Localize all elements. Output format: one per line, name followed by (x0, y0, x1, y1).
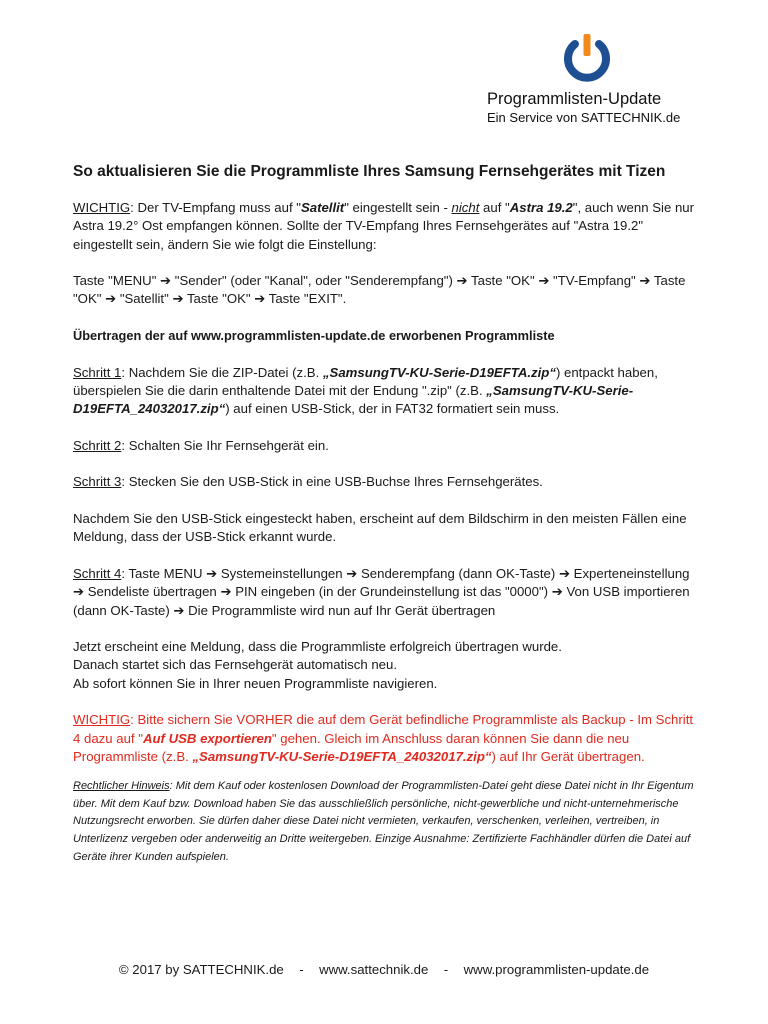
step-text: : Schalten Sie Ihr Fernsehgerät ein. (121, 437, 329, 453)
menu-step: Taste "OK" (73, 273, 686, 307)
step-text: Systemeinstellungen (220, 565, 343, 581)
arrow-icon: ➔ (73, 584, 85, 600)
warning-text: " eingestellt sein - (344, 200, 452, 215)
menu-step: "TV-Empfang" (553, 273, 636, 289)
step-text: : Nachdem Sie die ZIP-Datei (z.B. (121, 364, 323, 380)
file-name: „SamsungTV-KU-Serie-D19EFTA.zip“ (322, 364, 556, 380)
step-text: : Stecken Sie den USB-Stick in eine USB-Buchse Ihres Fernsehgerätes. (121, 474, 543, 490)
step-label: Schritt 3 (73, 474, 122, 490)
warning-text: ) auf Ihr Gerät übertragen. (491, 748, 645, 764)
step-text: Die Programmliste wird nun auf Ihr Gerät übertragen (188, 602, 496, 618)
warning-emphasis: Auf USB exportieren (142, 730, 272, 746)
menu-path-paragraph (73, 272, 703, 309)
result-line-2: Danach startet sich das Fernsehgerät automatisch neu. (73, 657, 398, 673)
step-text: PIN eingeben (in der Grundeinstellung ist das "0000") (235, 584, 549, 600)
footer-separator: - (299, 962, 304, 977)
warning-text: : Der TV-Empfang muss auf " (130, 200, 301, 215)
warning-text: : Bitte sichern Sie VORHER die auf dem Gerät befindliche Programmliste als Backup - Im Schritt 4 dazu auf " (73, 712, 694, 746)
arrow-icon: ➔ (346, 565, 358, 581)
step-label: Schritt 4 (73, 565, 122, 581)
brand-subtitle: Ein Service von SATTECHNIK.de (487, 110, 681, 125)
result-line-3: Ab sofort können Sie in Ihrer neuen Programmliste navigieren. (73, 675, 438, 691)
arrow-icon: ➔ (639, 273, 651, 289)
arrow-icon: ➔ (551, 584, 563, 600)
step-text: ) auf einen USB-Stick, der in FAT32 formatiert sein muss. (225, 401, 560, 417)
arrow-icon: ➔ (456, 273, 468, 289)
section-heading: Übertragen der auf www.programmlisten-update.de erworbenen Programmliste (73, 328, 555, 344)
footer-link-sattechnik[interactable]: www.sattechnik.de (319, 962, 429, 977)
warning-text: ", auch wenn Sie nur Astra 19.2° Ost empfangen können. Sollte der TV-Empfang Ihres Fernsehgerätes auf "Astra 19.2" eingestellt sein, ändern Sie wie folgt die Einstellung: (73, 200, 695, 252)
arrow-icon: ➔ (558, 565, 570, 581)
step-text: Sendeliste übertragen (87, 584, 217, 600)
step-4-paragraph (73, 565, 703, 620)
step-text: : Taste MENU (121, 565, 203, 581)
legal-notice (73, 778, 703, 866)
arrow-icon: ➔ (254, 291, 266, 307)
warning-emphasis: nicht (451, 200, 480, 215)
power-icon (560, 32, 614, 86)
warning-label: WICHTIG (73, 200, 131, 215)
footer (0, 962, 768, 977)
step-text: ) entpackt haben, überspielen Sie die darin enthaltende Datei mit der Endung ".zip" (z.B. (73, 364, 658, 398)
warning-text: " gehen. Gleich im Anschluss daran können Sie dann die neu Programmliste (z.B. (73, 730, 630, 764)
step-text: Senderempfang (dann OK-Taste) (361, 565, 556, 581)
file-name: „SamsungTV-KU-Serie-D19EFTA_24032017.zip“ (192, 748, 492, 764)
arrow-icon: ➔ (206, 565, 218, 581)
step-label: Schritt 2 (73, 437, 122, 453)
arrow-icon: ➔ (538, 273, 550, 289)
step-1-paragraph (73, 364, 703, 419)
footer-separator: - (443, 962, 449, 977)
legal-text: : Mit dem Kauf oder kostenlosen Download der Programmlisten-Datei geht diese Datei nicht in Ihr Eigentum über. Mit dem Kauf bzw. Download haben Sie das ausschließlich persönliche, nicht-gewerbliche und nicht-unternehmerische Nutzungsrecht erworben. Sie dürfen daher diese Datei nicht vermieten, verkaufen, verschenken, verleihen, vertreiben, in Unterlizenz vergeben oder anderweitig an Dritte weitergeben. Einzige Ausnahme: Zertifizierte Fachhändler dürfen die Datei auf Geräte ihrer Kunden aufspielen. (73, 780, 694, 863)
warning-text: auf " (479, 200, 510, 215)
menu-step: Taste "OK" (186, 291, 251, 307)
arrow-icon: ➔ (172, 291, 184, 307)
warning-emphasis: Astra 19.2 (509, 200, 573, 215)
warning-paragraph-1 (73, 199, 703, 254)
step-label: Schritt 1 (73, 364, 122, 380)
menu-step: Taste "EXIT". (268, 291, 347, 307)
step-text: Von USB importieren (dann OK-Taste) (73, 584, 690, 618)
file-name: „SamsungTV-KU-Serie-D19EFTA_24032017.zip“ (73, 382, 634, 417)
arrow-icon: ➔ (160, 273, 172, 289)
arrow-icon: ➔ (220, 584, 232, 600)
usb-note-paragraph: Nachdem Sie den USB-Stick eingesteckt haben, erscheint auf dem Bildschirm in den meisten Fällen eine Meldung, dass der USB-Stick erkannt wurde. (73, 511, 687, 545)
result-line-1: Jetzt erscheint eine Meldung, dass die Programmliste erfolgreich übertragen wurde. (73, 639, 562, 655)
warning-label: WICHTIG (73, 712, 131, 728)
menu-step: Taste "MENU" (73, 273, 157, 289)
footer-copyright: © 2017 by SATTECHNIK.de (118, 962, 284, 977)
document-body (73, 163, 703, 866)
arrow-icon: ➔ (173, 602, 185, 618)
step-2-paragraph (73, 437, 703, 455)
legal-label: Rechtlicher Hinweis (73, 780, 170, 793)
warning-emphasis: Satellit (300, 200, 345, 215)
arrow-icon: ➔ (105, 291, 117, 307)
menu-step: "Sender" (oder "Kanal", oder "Senderempfang") (174, 273, 453, 289)
step-text: Experteneinstellung (573, 565, 690, 581)
warning-paragraph-2 (73, 711, 703, 766)
menu-step: "Satellit" (119, 291, 169, 307)
brand-title: Programmlisten-Update (487, 90, 662, 108)
menu-step: Taste "OK" (471, 273, 535, 289)
page-title: So aktualisieren Sie die Programmliste Ihres Samsung Fernsehgerätes mit Tizen (73, 163, 666, 180)
footer-link-programmlisten[interactable]: www.programmlisten-update.de (463, 962, 650, 977)
step-3-paragraph (73, 473, 703, 491)
